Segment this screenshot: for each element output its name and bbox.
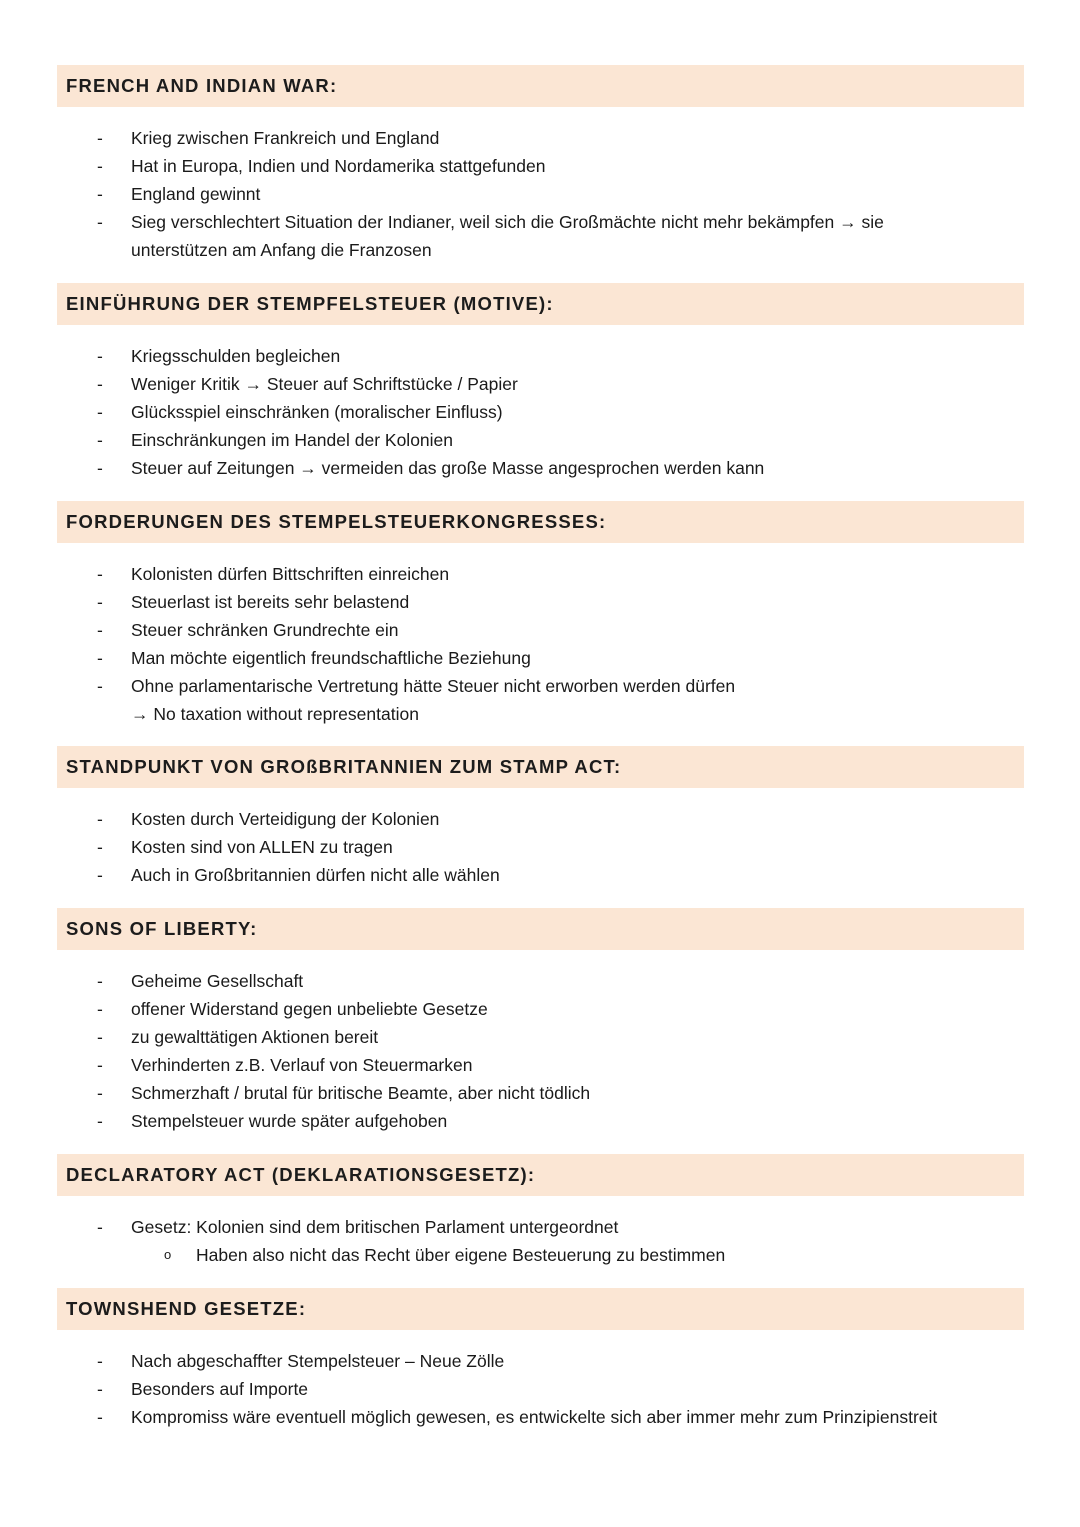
dash-bullet: - <box>97 648 103 668</box>
dash-bullet: - <box>97 592 103 612</box>
dash-bullet: - <box>97 346 103 366</box>
dash-bullet: - <box>97 402 103 422</box>
bullet-list <box>57 1347 1024 1431</box>
list-item: - Weniger Kritik → Steuer auf Schriftstücke / Papier <box>57 370 1024 398</box>
dash-bullet: - <box>97 999 103 1019</box>
section-heading: STANDPUNKT VON GROßBRITANNIEN ZUM STAMP ACT: <box>57 746 1024 788</box>
section-heading: EINFÜHRUNG DER STEMPFELSTEUER (MOTIVE): <box>57 283 1024 325</box>
sub-list-item: o Haben also nicht das Recht über eigene Besteuerung zu bestimmen <box>57 1241 1024 1269</box>
section-sons-of-liberty <box>57 908 1024 1135</box>
list-item: - Kriegsschulden begleichen <box>57 342 1024 370</box>
dash-bullet: - <box>97 156 103 176</box>
section-forderungen-kongress <box>57 501 1024 728</box>
list-item-continuation: unterstützen am Anfang die Franzosen <box>131 240 432 260</box>
dash-bullet: - <box>97 458 103 478</box>
bullet-list <box>57 560 1024 728</box>
list-item: - Glücksspiel einschränken (moralischer Einfluss) <box>57 398 1024 426</box>
bullet-list <box>57 342 1024 482</box>
dash-bullet: - <box>97 971 103 991</box>
dash-bullet: - <box>97 430 103 450</box>
list-item: - Hat in Europa, Indien und Nordamerika stattgefunden <box>57 152 1024 180</box>
dash-bullet: - <box>97 1027 103 1047</box>
section-heading: SONS OF LIBERTY: <box>57 908 1024 950</box>
list-item: - Kolonisten dürfen Bittschriften einreichen <box>57 560 1024 588</box>
dash-bullet: - <box>97 809 103 829</box>
dash-bullet: - <box>97 1217 103 1237</box>
dash-bullet: - <box>97 374 103 394</box>
section-heading: FORDERUNGEN DES STEMPELSTEUERKONGRESSES: <box>57 501 1024 543</box>
list-item: - Steuer schränken Grundrechte ein <box>57 616 1024 644</box>
list-item: - Ohne parlamentarische Vertretung hätte Steuer nicht erworben werden dürfen <box>57 672 1024 700</box>
dash-bullet: - <box>97 1055 103 1075</box>
section-heading: TOWNSHEND GESETZE: <box>57 1288 1024 1330</box>
bullet-list <box>57 124 1024 264</box>
list-item: - Einschränkungen im Handel der Kolonien <box>57 426 1024 454</box>
dash-bullet: - <box>97 1379 103 1399</box>
dash-bullet: - <box>97 1407 103 1427</box>
section-townshend-gesetze <box>57 1288 1024 1431</box>
list-item: - Kompromiss wäre eventuell möglich gewesen, es entwickelte sich aber immer mehr zum Prinzipienstreit <box>57 1403 1024 1431</box>
list-item: - England gewinnt <box>57 180 1024 208</box>
dash-bullet: - <box>97 865 103 885</box>
list-item: - Steuerlast ist bereits sehr belastend <box>57 588 1024 616</box>
list-item: - Kosten sind von ALLEN zu tragen <box>57 833 1024 861</box>
list-item: - offener Widerstand gegen unbeliebte Gesetze <box>57 995 1024 1023</box>
list-item: - Kosten durch Verteidigung der Kolonien <box>57 805 1024 833</box>
dash-bullet: - <box>97 1351 103 1371</box>
list-item: - Geheime Gesellschaft <box>57 967 1024 995</box>
bullet-list <box>57 805 1024 889</box>
dash-bullet: - <box>97 837 103 857</box>
list-item: - Auch in Großbritannien dürfen nicht alle wählen <box>57 861 1024 889</box>
section-french-indian-war <box>57 65 1024 264</box>
list-item: - Stempelsteuer wurde später aufgehoben <box>57 1107 1024 1135</box>
section-heading: FRENCH AND INDIAN WAR: <box>57 65 1024 107</box>
list-item: - Schmerzhaft / brutal für britische Beamte, aber nicht tödlich <box>57 1079 1024 1107</box>
list-item-continuation: → No taxation without representation <box>131 704 419 724</box>
dash-bullet: - <box>97 676 103 696</box>
list-item: - Steuer auf Zeitungen → vermeiden das große Masse angesprochen werden kann <box>57 454 1024 482</box>
section-standpunkt-grossbritannien <box>57 746 1024 889</box>
dash-bullet: - <box>97 184 103 204</box>
list-item: - Man möchte eigentlich freundschaftliche Beziehung <box>57 644 1024 672</box>
section-declaratory-act <box>57 1154 1024 1269</box>
dash-bullet: - <box>97 128 103 148</box>
list-item: - Verhinderten z.B. Verlauf von Steuermarken <box>57 1051 1024 1079</box>
bullet-list <box>57 967 1024 1135</box>
section-heading: DECLARATORY ACT (DEKLARATIONSGESETZ): <box>57 1154 1024 1196</box>
dash-bullet: - <box>97 212 103 232</box>
list-item: - Gesetz: Kolonien sind dem britischen Parlament untergeordnet <box>57 1213 1024 1241</box>
list-item: - zu gewalttätigen Aktionen bereit <box>57 1023 1024 1051</box>
dash-bullet: - <box>97 1083 103 1103</box>
list-item: - Besonders auf Importe <box>57 1375 1024 1403</box>
dash-bullet: - <box>97 620 103 640</box>
dash-bullet: - <box>97 1111 103 1131</box>
list-item: - Sieg verschlechtert Situation der Indianer, weil sich die Großmächte nicht mehr bekämpfen → sie <box>57 208 1024 236</box>
section-stempelsteuer-motive <box>57 283 1024 482</box>
list-item: - Nach abgeschaffter Stempelsteuer – Neue Zölle <box>57 1347 1024 1375</box>
list-item: - Krieg zwischen Frankreich und England <box>57 124 1024 152</box>
circle-bullet: o <box>164 1247 172 1262</box>
dash-bullet: - <box>97 564 103 584</box>
bullet-list <box>57 1213 1024 1269</box>
